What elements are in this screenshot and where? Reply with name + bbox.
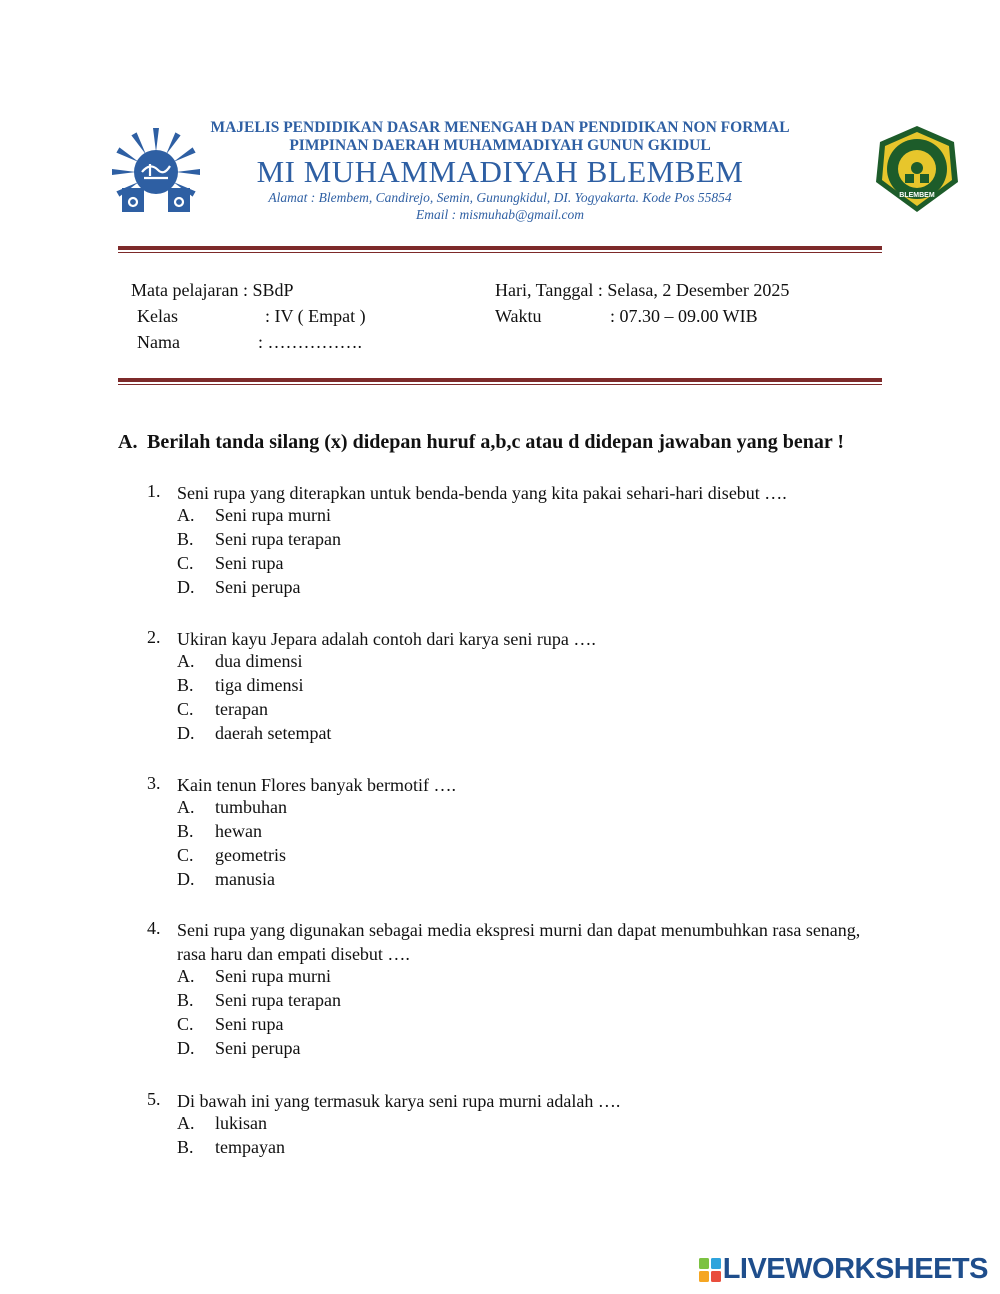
header-organization: MAJELIS PENDIDIKAN DASAR MENENGAH DAN PENDIDIKAN NON FORMAL xyxy=(210,119,790,136)
question-number: 3. xyxy=(147,773,161,793)
section-letter: A. xyxy=(118,431,138,453)
name-label: Nama xyxy=(137,332,180,352)
option-letter: B. xyxy=(177,990,194,1010)
class-value: : IV ( Empat ) xyxy=(265,306,366,326)
option-text: Seni rupa terapan xyxy=(215,990,341,1010)
option-letter: A. xyxy=(177,797,195,817)
question-text: Di bawah ini yang termasuk karya seni rupa murni adalah …. xyxy=(177,1091,621,1111)
option-letter: A. xyxy=(177,1113,195,1133)
liveworksheets-icon xyxy=(699,1258,721,1282)
option-letter: D. xyxy=(177,1038,195,1058)
question-number: 5. xyxy=(147,1089,161,1109)
liveworksheets-brand[interactable] xyxy=(699,1253,988,1286)
option-letter: B. xyxy=(177,821,194,841)
question-number: 2. xyxy=(147,627,161,647)
option-letter: C. xyxy=(177,699,194,719)
option-text: tiga dimensi xyxy=(215,675,304,695)
question-text: Ukiran kayu Jepara adalah contoh dari karya seni rupa …. xyxy=(177,629,596,649)
header-divider xyxy=(118,246,882,253)
option-letter: A. xyxy=(177,966,195,986)
option-letter: D. xyxy=(177,869,195,889)
option-letter: C. xyxy=(177,845,194,865)
option-text: Seni rupa xyxy=(215,1014,284,1034)
class-label: Kelas xyxy=(137,306,178,326)
option-text: Seni perupa xyxy=(215,1038,301,1058)
date-info: Hari, Tanggal : Selasa, 2 Desember 2025 xyxy=(495,280,790,300)
school-email: Email : mismuhab@gmail.com xyxy=(415,207,585,222)
option-text: Seni perupa xyxy=(215,577,301,597)
subject-info: Mata pelajaran : SBdP xyxy=(131,280,294,300)
brand-text: LIVEWORKSHEETS xyxy=(722,1253,988,1285)
school-name: MI MUHAMMADIYAH BLEMBEM xyxy=(256,154,744,189)
option-text: hewan xyxy=(215,821,262,841)
option-text: manusia xyxy=(215,869,275,889)
option-text: tumbuhan xyxy=(215,797,287,817)
option-text: Seni rupa xyxy=(215,553,284,573)
option-letter: B. xyxy=(177,675,194,695)
option-text: Seni rupa murni xyxy=(215,966,331,986)
question-text: Seni rupa yang digunakan sebagai media ekspresi murni dan dapat menumbuhkan rasa senang, rasa haru dan empati disebut …. xyxy=(177,920,861,965)
option-text: dua dimensi xyxy=(215,651,303,671)
header-regional-board: PIMPINAN DAERAH MUHAMMADIYAH GUNUN GKIDUL xyxy=(289,137,711,154)
name-value: : ……………. xyxy=(258,332,363,352)
option-text: tempayan xyxy=(215,1137,285,1157)
question-text: Seni rupa yang diterapkan untuk benda-benda yang kita pakai sehari-hari disebut …. xyxy=(177,483,787,503)
option-letter: C. xyxy=(177,1014,194,1034)
madrasah-badge-logo xyxy=(872,124,962,214)
option-letter: A. xyxy=(177,651,195,671)
option-text: lukisan xyxy=(215,1113,267,1133)
option-letter: B. xyxy=(177,1137,194,1157)
info-divider xyxy=(118,378,882,385)
option-letter: B. xyxy=(177,529,194,549)
badge-text: BLEMBEM xyxy=(899,192,935,199)
option-letter: A. xyxy=(177,505,195,525)
option-text: geometris xyxy=(215,845,286,865)
section-instruction-text: Berilah tanda silang (x) didepan huruf a,b,c atau d didepan jawaban yang benar ! xyxy=(147,431,845,453)
question-text: Kain tenun Flores banyak bermotif …. xyxy=(177,775,456,795)
option-text: daerah setempat xyxy=(215,723,332,743)
school-address: Alamat : Blembem, Candirejo, Semin, Gunungkidul, DI. Yogyakarta. Kode Pos 55854 xyxy=(268,190,732,205)
option-text: Seni rupa murni xyxy=(215,505,331,525)
option-letter: D. xyxy=(177,723,195,743)
time-label: Waktu xyxy=(495,306,542,326)
option-text: terapan xyxy=(215,699,268,719)
option-letter: D. xyxy=(177,577,195,597)
time-value: : 07.30 – 09.00 WIB xyxy=(610,306,758,326)
question-number: 1. xyxy=(147,481,161,501)
option-letter: C. xyxy=(177,553,194,573)
question-number: 4. xyxy=(147,918,161,938)
option-text: Seni rupa terapan xyxy=(215,529,341,549)
